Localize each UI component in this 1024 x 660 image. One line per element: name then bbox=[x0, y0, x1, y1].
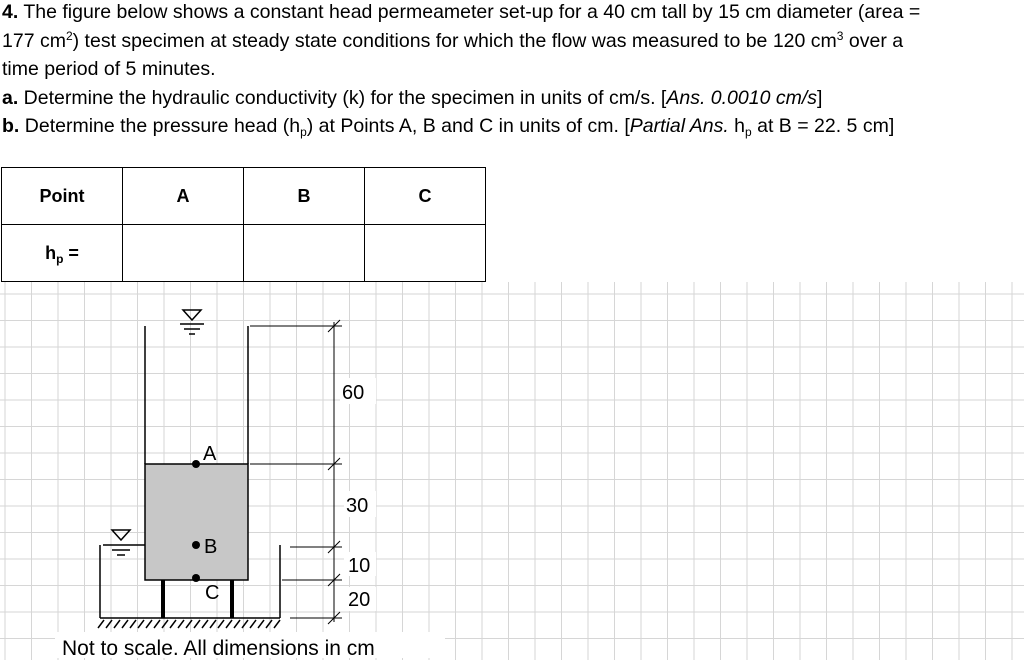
point-c-dot bbox=[192, 574, 200, 582]
part-b-label: b. bbox=[2, 115, 20, 137]
hatch-mark bbox=[250, 620, 256, 628]
hatch-mark bbox=[98, 620, 104, 628]
hatch-mark bbox=[186, 620, 192, 628]
row-label-hp bbox=[2, 225, 123, 282]
dim-label-30: 30 bbox=[346, 495, 369, 517]
hp-sub: p bbox=[56, 251, 64, 266]
hatch-mark bbox=[266, 620, 272, 628]
part-b-partial-label: Partial Ans. bbox=[629, 115, 729, 137]
hatch-mark bbox=[274, 620, 280, 628]
hp-eq: = bbox=[63, 242, 79, 263]
hatch-mark bbox=[146, 620, 152, 628]
point-a-label: A bbox=[203, 443, 217, 465]
part-b-sub: p bbox=[300, 125, 307, 139]
part-b-text-1: Determine the pressure head (h bbox=[19, 115, 301, 137]
hp-main: h bbox=[45, 242, 57, 263]
point-c-label: C bbox=[205, 582, 220, 604]
area-value: 177 cm bbox=[2, 29, 66, 52]
permeameter-figure bbox=[0, 282, 1024, 660]
hatch-mark bbox=[202, 620, 208, 628]
water-level-icon-outlet bbox=[103, 530, 145, 555]
dim-label-10: 10 bbox=[348, 555, 371, 577]
dim-label-60: 60 bbox=[342, 382, 365, 404]
part-a bbox=[2, 84, 1022, 113]
answer-table bbox=[1, 167, 486, 282]
header-col-c: C bbox=[365, 168, 486, 225]
water-level-icon-top bbox=[180, 310, 204, 334]
hatch-mark bbox=[162, 620, 168, 628]
dim-label-20: 20 bbox=[348, 589, 371, 611]
hatch-mark bbox=[154, 620, 160, 628]
part-a-close: ] bbox=[817, 86, 823, 109]
header-point-cell: Point bbox=[2, 168, 123, 225]
answer-cell-a[interactable] bbox=[123, 225, 244, 282]
part-b-ans-sub: p bbox=[745, 125, 752, 139]
part-b-ans-rest: at B = 22. 5 cm] bbox=[751, 115, 895, 137]
hatch-mark bbox=[210, 620, 216, 628]
point-a-dot bbox=[192, 460, 200, 468]
hatch-mark bbox=[114, 620, 120, 628]
intro-text-4: time period of 5 minutes. bbox=[2, 58, 216, 80]
part-a-label: a. bbox=[2, 86, 19, 109]
hatch-mark bbox=[218, 620, 224, 628]
hatch-mark bbox=[122, 620, 128, 628]
hatch-mark bbox=[178, 620, 184, 628]
hatch-mark bbox=[226, 620, 232, 628]
hatch-mark bbox=[138, 620, 144, 628]
problem-intro bbox=[2, 0, 1022, 84]
intro-text-3: over a bbox=[843, 29, 904, 52]
part-b-text-2: ) at Points A, B and C in units of cm. [ bbox=[306, 115, 630, 137]
header-col-b: B bbox=[244, 168, 365, 225]
header-col-a: A bbox=[123, 168, 244, 225]
table-hp-row bbox=[2, 225, 486, 282]
area-exponent: 2 bbox=[65, 28, 73, 43]
intro-text-1: The figure below shows a constant head permeameter set-up for a 40 cm tall by 15 cm diameter (area = bbox=[18, 1, 921, 23]
problem-statement bbox=[2, 0, 1022, 141]
answer-cell-c[interactable] bbox=[365, 225, 486, 282]
hatch-mark bbox=[194, 620, 200, 628]
part-b bbox=[2, 112, 1022, 141]
point-b-dot bbox=[192, 541, 200, 549]
figure-caption: Not to scale. All dimensions in cm bbox=[62, 637, 375, 660]
soil-specimen bbox=[145, 464, 248, 580]
hatch-mark bbox=[170, 620, 176, 628]
problem-number: 4. bbox=[2, 1, 19, 23]
part-b-ans-prefix: h bbox=[728, 115, 746, 137]
intro-text-2: ) test specimen at steady state conditions for which the flow was measured to be 120 cm bbox=[72, 29, 837, 52]
part-a-answer: Ans. 0.0010 cm/s bbox=[666, 86, 818, 109]
ground-hatching bbox=[98, 620, 280, 628]
flow-exponent: 3 bbox=[836, 28, 844, 43]
point-b-label: B bbox=[204, 536, 218, 558]
table-header-row bbox=[2, 168, 486, 225]
answer-cell-b[interactable] bbox=[244, 225, 365, 282]
part-a-text: Determine the hydraulic conductivity (k) for the specimen in units of cm/s. [ bbox=[18, 86, 667, 109]
hatch-mark bbox=[130, 620, 136, 628]
hatch-mark bbox=[242, 620, 248, 628]
hatch-mark bbox=[234, 620, 240, 628]
hatch-mark bbox=[258, 620, 264, 628]
